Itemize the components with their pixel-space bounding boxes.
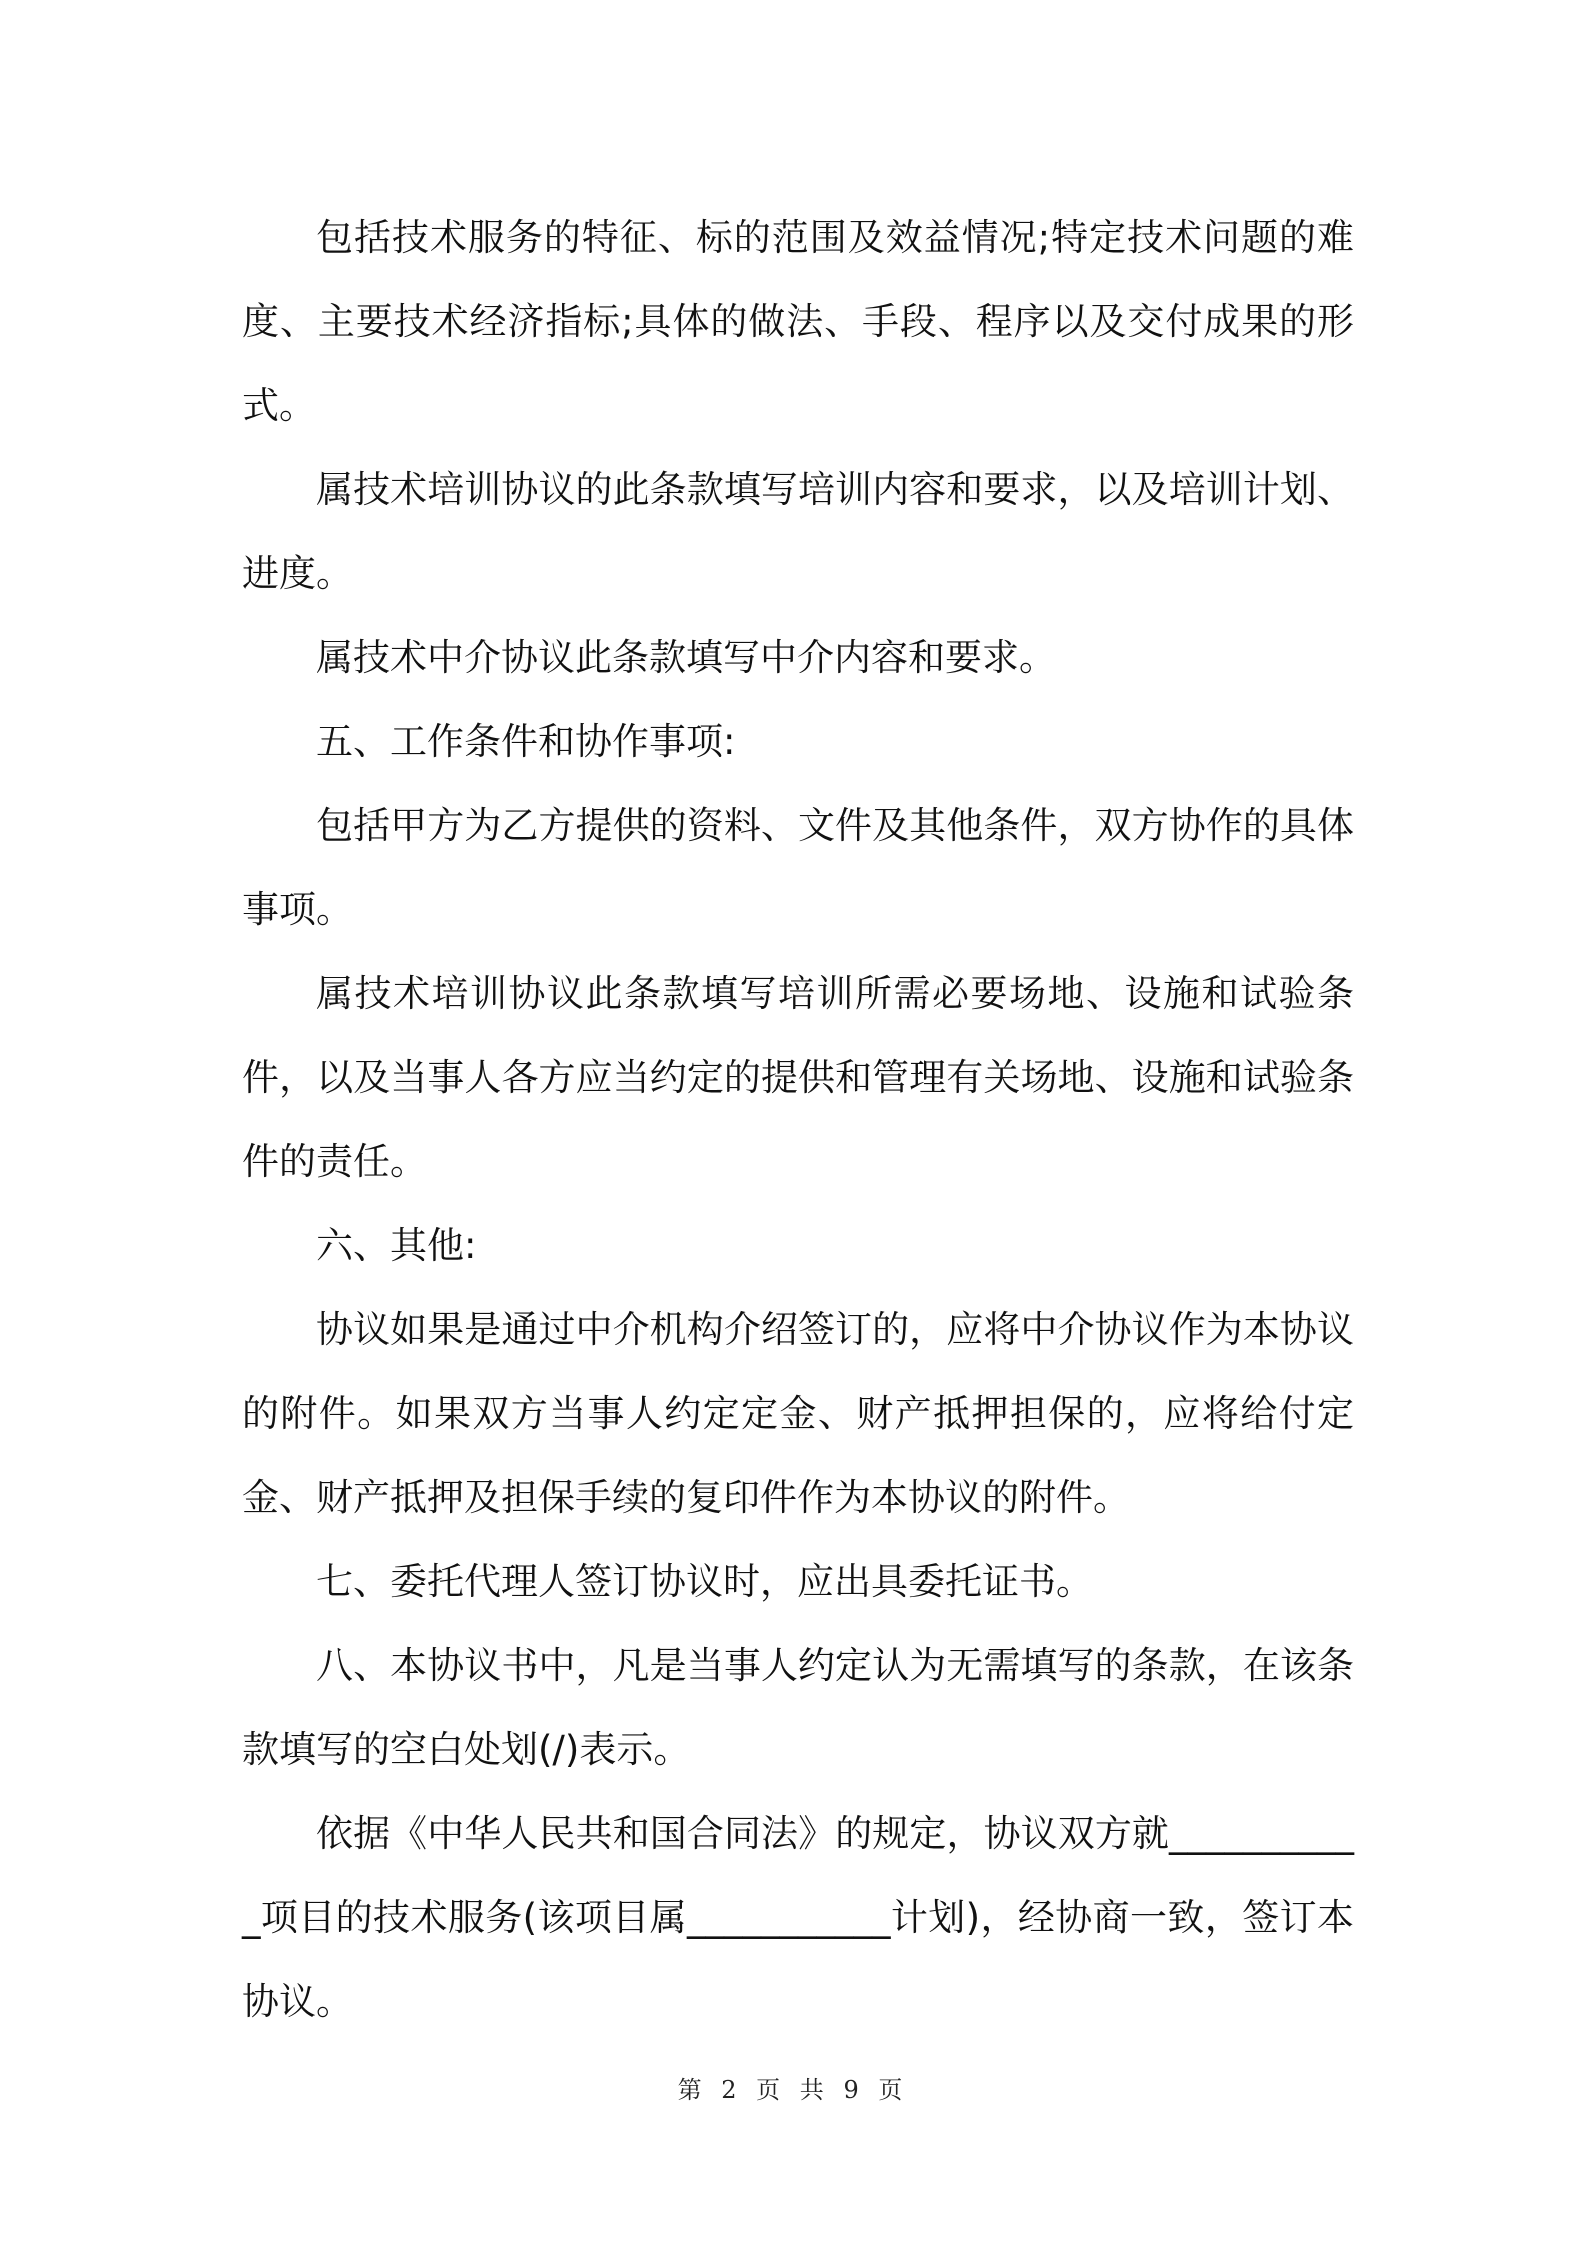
paragraph-intermediary-content: 属技术中介协议此条款填写中介内容和要求。 bbox=[316, 636, 1056, 679]
section-heading-other: 六、其他: bbox=[316, 1224, 477, 1267]
paragraph-party-a-provisions: 包括甲方为乙方提供的资料、文件及其他条件，双方协作的具体事项。 bbox=[242, 804, 1354, 931]
paragraph-agent-certificate: 七、委托代理人签订协议时，应出具委托证书。 bbox=[316, 1560, 1093, 1603]
paragraph-service-content: 包括技术服务的特征、标的范围及效益情况;特定技术问题的难度、主要技术经济指标;具体的做法、手段、程序以及交付成果的形式。 bbox=[242, 216, 1354, 427]
section-heading-work-conditions: 五、工作条件和协作事项: bbox=[316, 720, 736, 763]
paragraph-attachments: 协议如果是通过中介机构介绍签订的，应将中介协议作为本协议的附件。如果双方当事人约定定金、财产抵押担保的，应将给付定金、财产抵押及担保手续的复印件作为本协议的附件。 bbox=[242, 1308, 1354, 1519]
paragraph-training-content: 属技术培训协议的此条款填写培训内容和要求，以及培训计划、进度。 bbox=[242, 468, 1354, 595]
document-body bbox=[242, 196, 1354, 2044]
paragraph-contract-basis: 依据《中华人民共和国合同法》的规定，协议双方就___________项目的技术服务(该项目属___________计划)，经协商一致，签订本协议。 bbox=[242, 1812, 1354, 2023]
paragraph-training-facilities: 属技术培训协议此条款填写培训所需必要场地、设施和试验条件，以及当事人各方应当约定的提供和管理有关场地、设施和试验条件的责任。 bbox=[242, 972, 1354, 1183]
paragraph-blank-clauses: 八、本协议书中，凡是当事人约定认为无需填写的条款，在该条款填写的空白处划(/)表示。 bbox=[242, 1644, 1354, 1771]
page-number-footer: 第 2 页 共 9 页 bbox=[677, 2076, 909, 2104]
